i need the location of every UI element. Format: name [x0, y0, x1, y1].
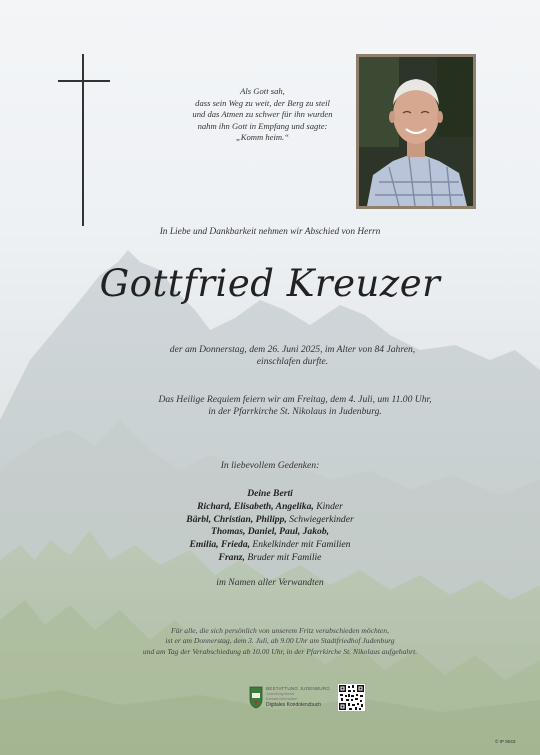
requiem-info: [110, 394, 480, 419]
poem-line: nahm ihn Gott in Empfang und sagte:: [197, 120, 328, 131]
death-notice: [140, 344, 445, 369]
deceased-name: Gottfried Kreuzer: [99, 262, 441, 305]
memorial-heading: In liebevollem Gedenken:: [220, 460, 320, 471]
mourner-names: Emilia, Frieda,: [189, 539, 251, 551]
logo-contact: Kontakt-Information: [266, 697, 298, 701]
copyright-mark: © IP 9043: [495, 739, 516, 744]
coat-of-arms-icon: [249, 685, 263, 709]
poem-line: Als Gott sah,: [240, 86, 285, 96]
viewing-notice: [70, 626, 490, 657]
portrait-photo-frame: [356, 54, 476, 209]
notice-line: Für alle, die sich persönlich von unserem Fritz verabschieden möchten,: [171, 626, 389, 635]
mourners-list: [0, 488, 540, 565]
relatives-line: im Namen aller Verwandten: [216, 577, 324, 588]
qr-code-graphic: [338, 684, 365, 711]
requiem-line: Das Heilige Requiem feiern wir am Freitag, dem 4. Juli, um 11.00 Uhr,: [158, 394, 432, 405]
mourner-relation: Enkelkinder mit Familien: [252, 539, 351, 551]
poem-line: „Komm heim.“: [235, 132, 289, 143]
mourner-relation: Schwiegerkinder: [289, 513, 354, 525]
kondolenzbuch-link[interactable]: Digitales Kondolenzbuch: [266, 702, 322, 708]
cross-horizontal-bar: [58, 80, 110, 82]
funeral-home-logo[interactable]: [249, 685, 339, 711]
poem-line: und das Atmen zu schwer für ihn wurden: [192, 109, 333, 120]
mourner-line: [0, 552, 540, 565]
mourner-relation: Bruder mit Familie: [247, 551, 322, 563]
poem-line: dass sein Weg zu weit, der Berg zu steil: [195, 97, 330, 108]
death-line: einschlafen durfte.: [256, 356, 329, 368]
logo-title: BESTATTUNG JUDENBURG: [266, 686, 331, 691]
portrait-photo: [359, 57, 473, 206]
qr-code-icon[interactable]: [338, 684, 365, 711]
farewell-intro: In Liebe und Dankbarkeit nehmen wir Abschied von Herrn: [159, 227, 381, 237]
mourner-names: Franz,: [218, 551, 245, 563]
mourner-names: Bärbl, Christian, Philipp,: [186, 513, 287, 525]
mourner-names: Richard, Elisabeth, Angelika,: [197, 500, 314, 512]
death-line: der am Donnerstag, dem 26. Juni 2025, im Alter von 84 Jahren,: [169, 344, 416, 355]
mourner-names: Deine Berti: [247, 488, 293, 499]
requiem-line: in der Pfarrkirche St. Nikolaus in Judenburg.: [208, 406, 382, 418]
mourner-line: [0, 501, 540, 514]
mourner-line: [0, 539, 540, 552]
mourner-line: [0, 488, 540, 501]
mourner-line: [0, 526, 540, 539]
notice-line: und am Tag der Verabschiedung ab 10.00 Uhr, in der Pfarrkirche St. Nikolaus aufgebahrt.: [142, 646, 418, 656]
logo-subtitle: Judenburg-Murtal: [266, 692, 295, 696]
poem: [140, 86, 385, 144]
mourner-names: Thomas, Daniel, Paul, Jakob,: [210, 526, 330, 538]
notice-line: ist er am Donnerstag, dem 3. Juli, ab 9.00 Uhr am Stadtfriedhof Judenburg: [165, 636, 395, 646]
mourner-relation: Kinder: [316, 500, 343, 512]
mourner-line: [0, 514, 540, 527]
